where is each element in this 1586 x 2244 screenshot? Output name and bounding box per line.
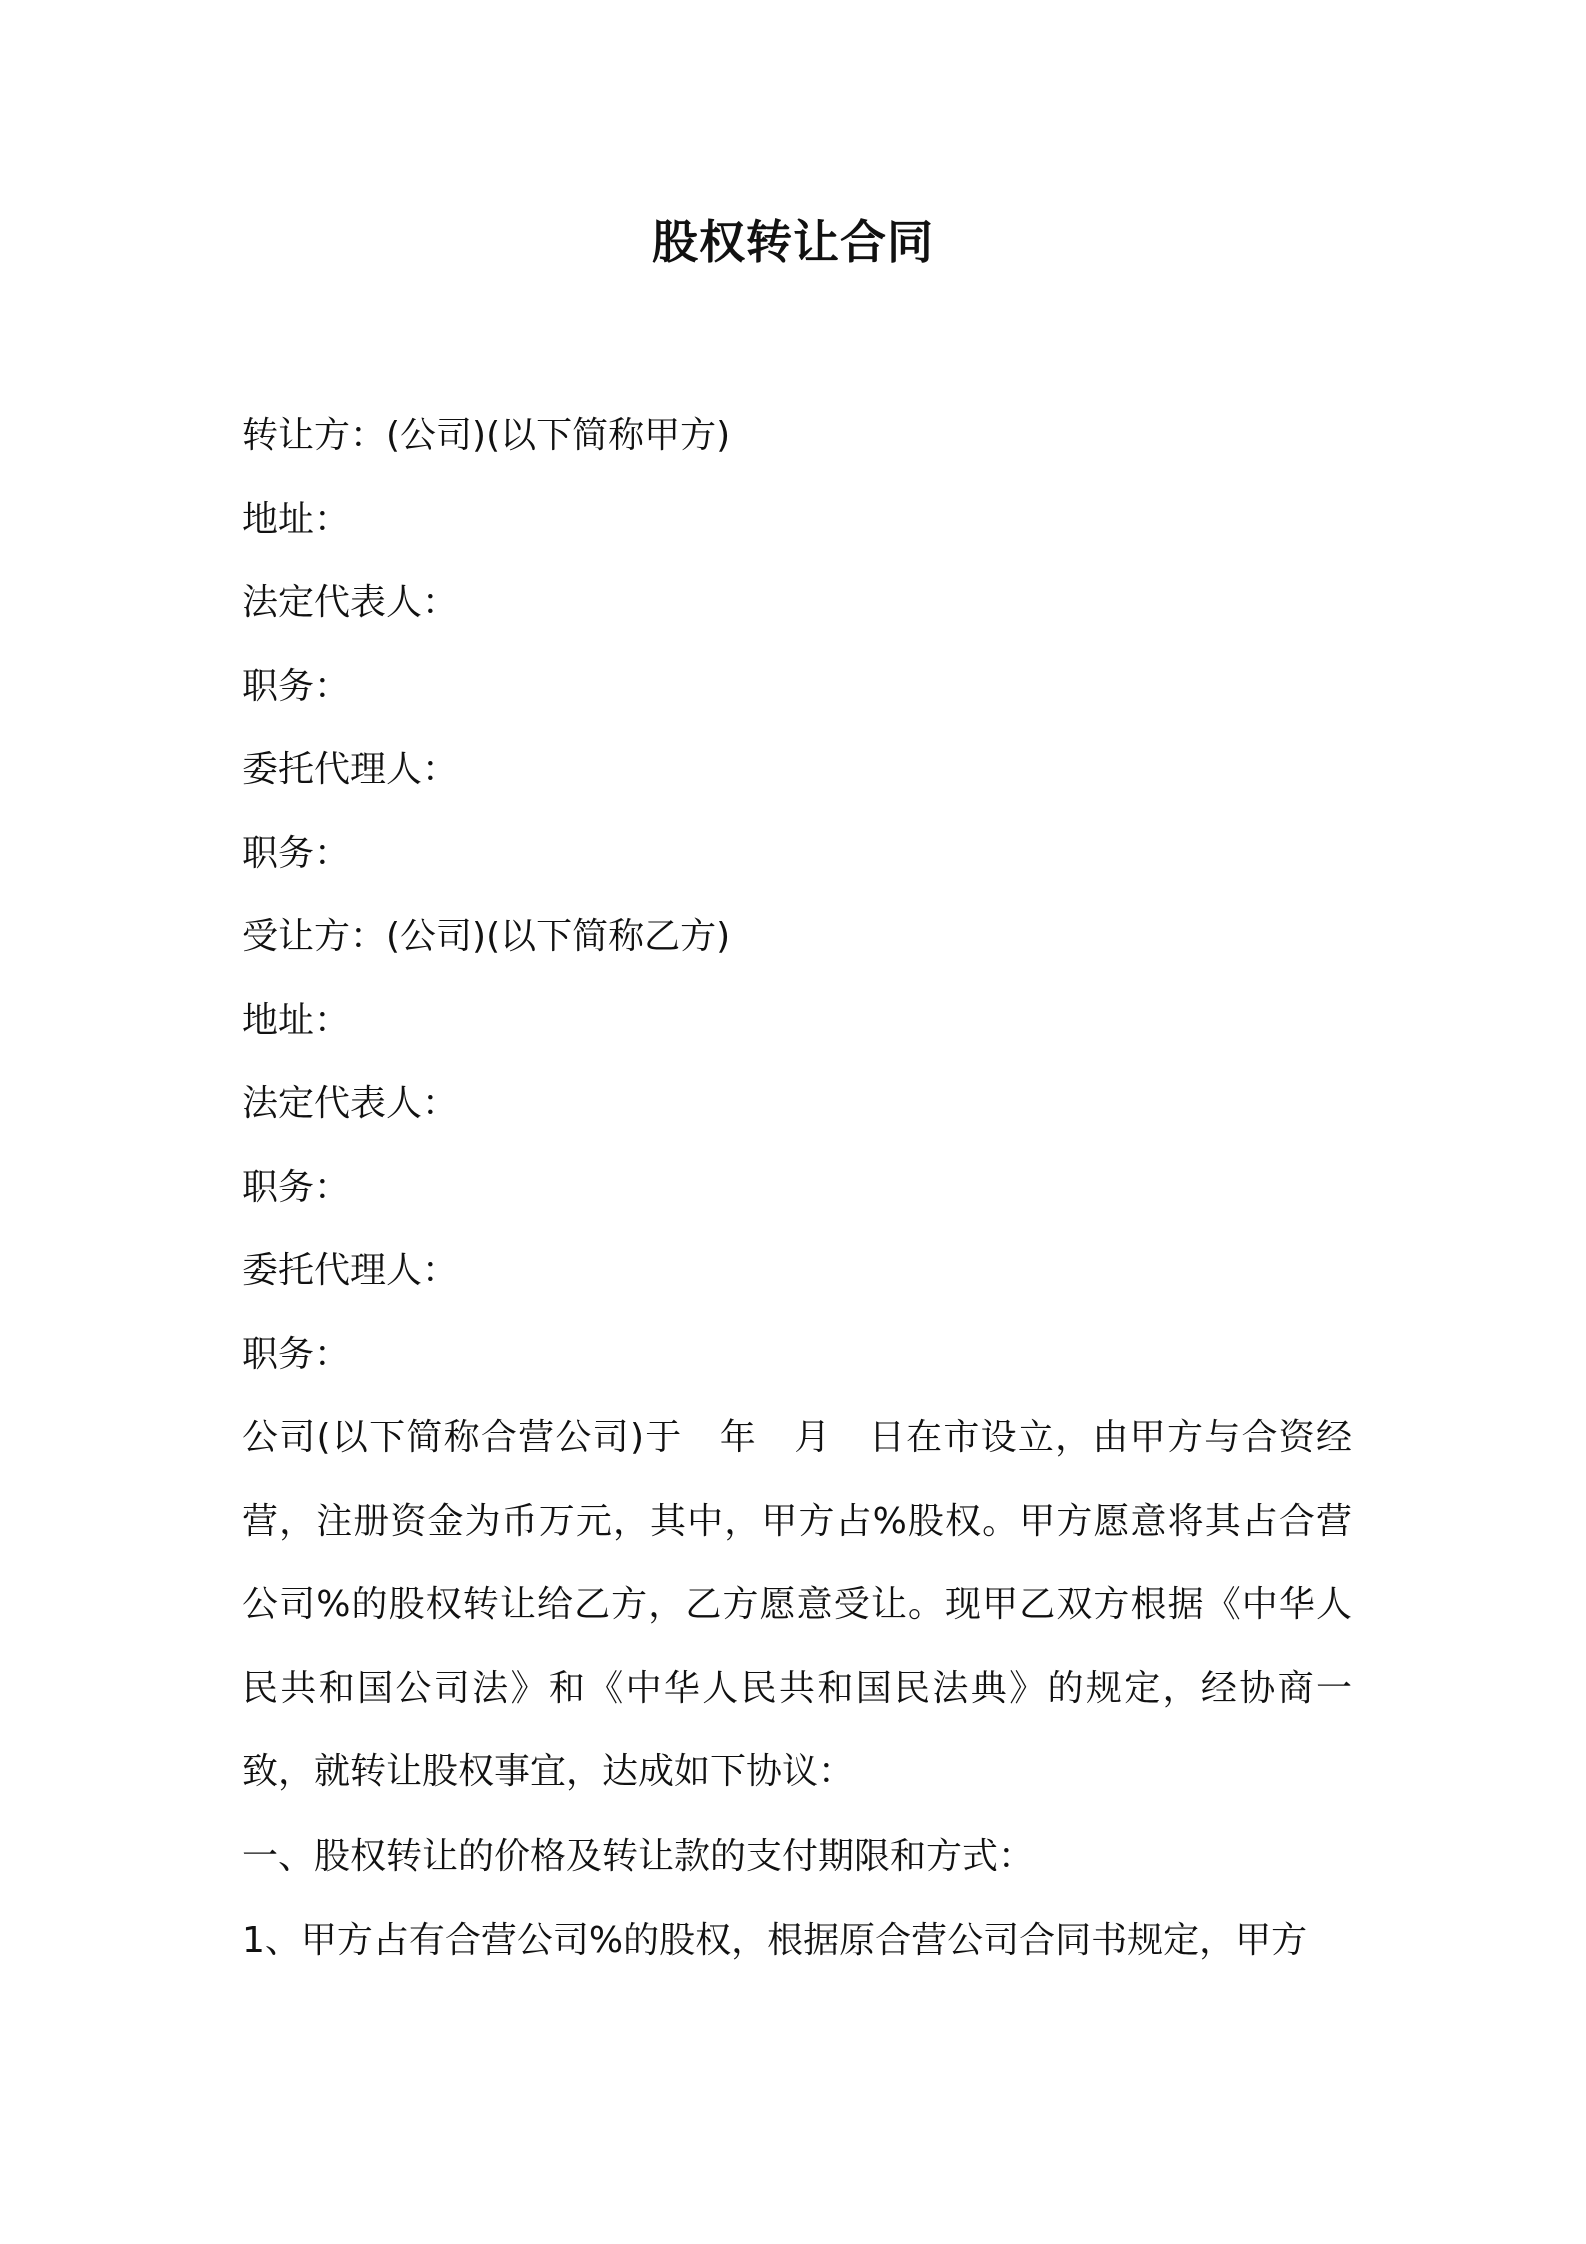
section-1-heading: 一、股权转让的价格及转让款的支付期限和方式： bbox=[242, 1836, 1035, 1877]
clause-1-1: 1、甲方占有合营公司%的股权，根据原合营公司合同书规定，甲方 bbox=[242, 1920, 1308, 1961]
document-title: 股权转让合同 bbox=[652, 215, 934, 269]
transferor-position: 职务： bbox=[242, 666, 351, 707]
transferor-name-line: 转让方：(公司)(以下简称甲方) bbox=[242, 415, 731, 456]
transferor-agent-position: 职务： bbox=[242, 833, 351, 874]
transferor-agent: 委托代理人： bbox=[242, 749, 459, 790]
transferor-address: 地址： bbox=[242, 499, 351, 540]
transferee-name-line: 受让方：(公司)(以下简称乙方) bbox=[242, 916, 731, 957]
transferee-legal-rep: 法定代表人： bbox=[242, 1083, 459, 1124]
transferee-address: 地址： bbox=[242, 1000, 351, 1041]
transferee-agent: 委托代理人： bbox=[242, 1250, 459, 1291]
transferee-agent-position: 职务： bbox=[242, 1334, 351, 1375]
transferee-position: 职务： bbox=[242, 1167, 351, 1208]
preamble-paragraph: 公司(以下简称合营公司)于 年 月 日在市设立，由甲方与合资经营，注册资金为币万元，其中，甲方占%股权。甲方愿意将其占合营公司%的股权转让给乙方，乙方愿意受让。现甲乙双方根据《中华人民共和国公司法》和《中华人民共和国民法典》的规定，经协商一致，就转让股权事宜，达成如下协议： bbox=[242, 1417, 1352, 1792]
transferor-legal-rep: 法定代表人： bbox=[242, 582, 459, 623]
